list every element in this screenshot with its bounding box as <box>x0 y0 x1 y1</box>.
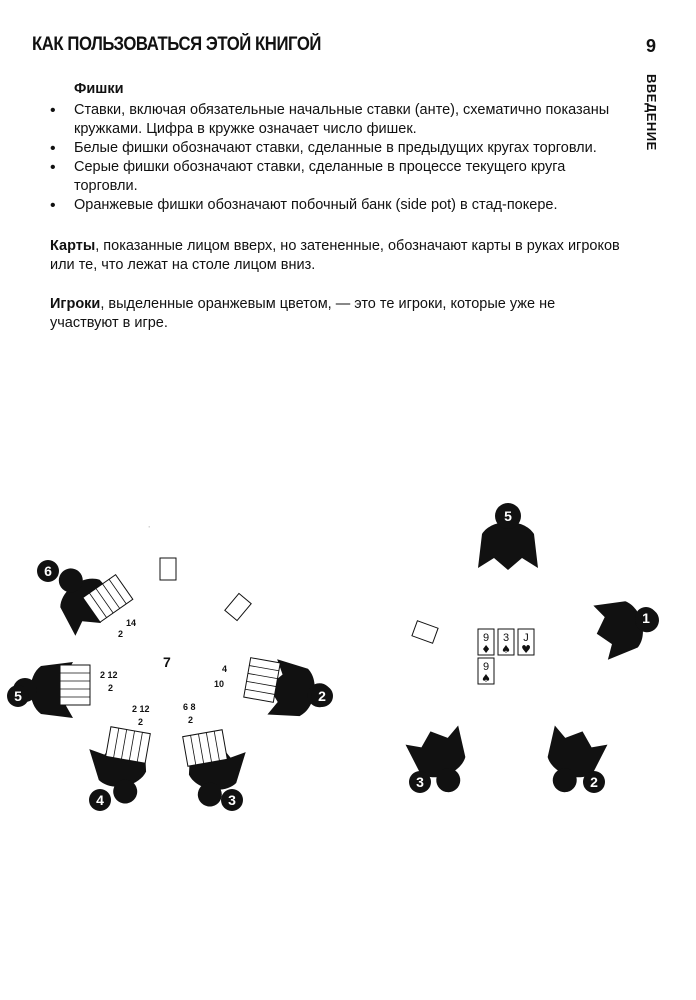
cards-lead: Карты <box>50 238 96 254</box>
card-rank: 3 <box>502 632 510 644</box>
seat-number-3: 3 <box>228 792 236 808</box>
face-down-card <box>160 558 176 580</box>
chip-label: 14 <box>126 618 137 628</box>
card-suit: ♦ <box>481 643 491 656</box>
face-down-card <box>225 593 251 620</box>
board-card <box>478 658 494 685</box>
seat-number-5-right: 5 <box>504 508 512 524</box>
cards-text: , показанные лицом вверх, но затененные, обозначают карты в руках игроков или те, что лежат на столе лицом вниз. <box>50 238 620 273</box>
card-rank: 9 <box>482 632 490 644</box>
chip-label: 10 <box>214 679 225 689</box>
players-lead: Игроки <box>50 296 101 312</box>
seat-number-6: 6 <box>44 563 52 579</box>
seat-number-2-right: 2 <box>590 774 598 790</box>
chip-label: 2 <box>138 717 144 727</box>
page-header-title: КАК ПОЛЬЗОВАТЬСЯ ЭТОЙ КНИГОЙ <box>32 34 321 55</box>
chip-label: 4 <box>222 664 228 674</box>
bullet-item: • Ставки, включая обязательные начальные ставки (анте), схематично показаны кружками. Цифра в кружке означает число фишек. <box>50 101 620 139</box>
chip-label: 2 <box>108 683 114 693</box>
players-text: , выделенные оранжевым цветом, — это те игроки, которые уже не участвуют в игре. <box>50 296 556 331</box>
chip-label: 2 12 <box>132 704 150 714</box>
board-card <box>498 629 514 656</box>
seat-5-right <box>478 522 538 570</box>
players-paragraph <box>50 295 620 333</box>
seat-6 <box>41 548 133 639</box>
chip-label: 2 <box>118 629 124 639</box>
seat-number-3-right: 3 <box>416 774 424 790</box>
seat-number-1-right: 1 <box>642 610 650 626</box>
seat-number-5: 5 <box>14 688 22 704</box>
chips-bullet-list <box>50 101 620 215</box>
card-suit: ♠ <box>481 672 491 685</box>
face-down-card-right <box>412 621 438 644</box>
card-rank: J <box>523 632 529 644</box>
board-card <box>518 629 534 656</box>
faint-label: · <box>148 522 151 532</box>
bullet-item: • Оранжевые фишки обозначают побочный банк (side pot) в стад-покере. <box>50 196 620 215</box>
board-card <box>478 629 494 656</box>
card-suit: ♠ <box>501 643 511 656</box>
page-content <box>50 80 620 348</box>
cards-paragraph <box>50 237 620 275</box>
pot-amount: 7 <box>163 654 171 670</box>
bullet-item: • Серые фишки обозначают ставки, сделанные в процессе текущего круга торговли. <box>50 158 620 196</box>
chips-section-title: Фишки <box>74 81 124 97</box>
page-number: 9 <box>646 36 657 56</box>
seat-number-4: 4 <box>96 792 104 808</box>
right-table <box>404 503 666 801</box>
poker-diagrams <box>0 500 696 860</box>
card-rank: 9 <box>482 661 490 673</box>
chapter-side-label: ВВЕДЕНИЕ <box>644 74 659 151</box>
chip-label: 2 <box>188 715 194 725</box>
seat-1-right <box>590 590 666 661</box>
chip-label: 2 12 <box>100 670 118 680</box>
seat-number-2: 2 <box>318 688 326 704</box>
bullet-item: • Белые фишки обозначают ставки, сделанные в предыдущих кругах торговли. <box>50 139 620 158</box>
chip-label: 6 8 <box>183 702 196 712</box>
card-suit: ♥ <box>521 643 531 656</box>
left-table <box>7 522 336 811</box>
